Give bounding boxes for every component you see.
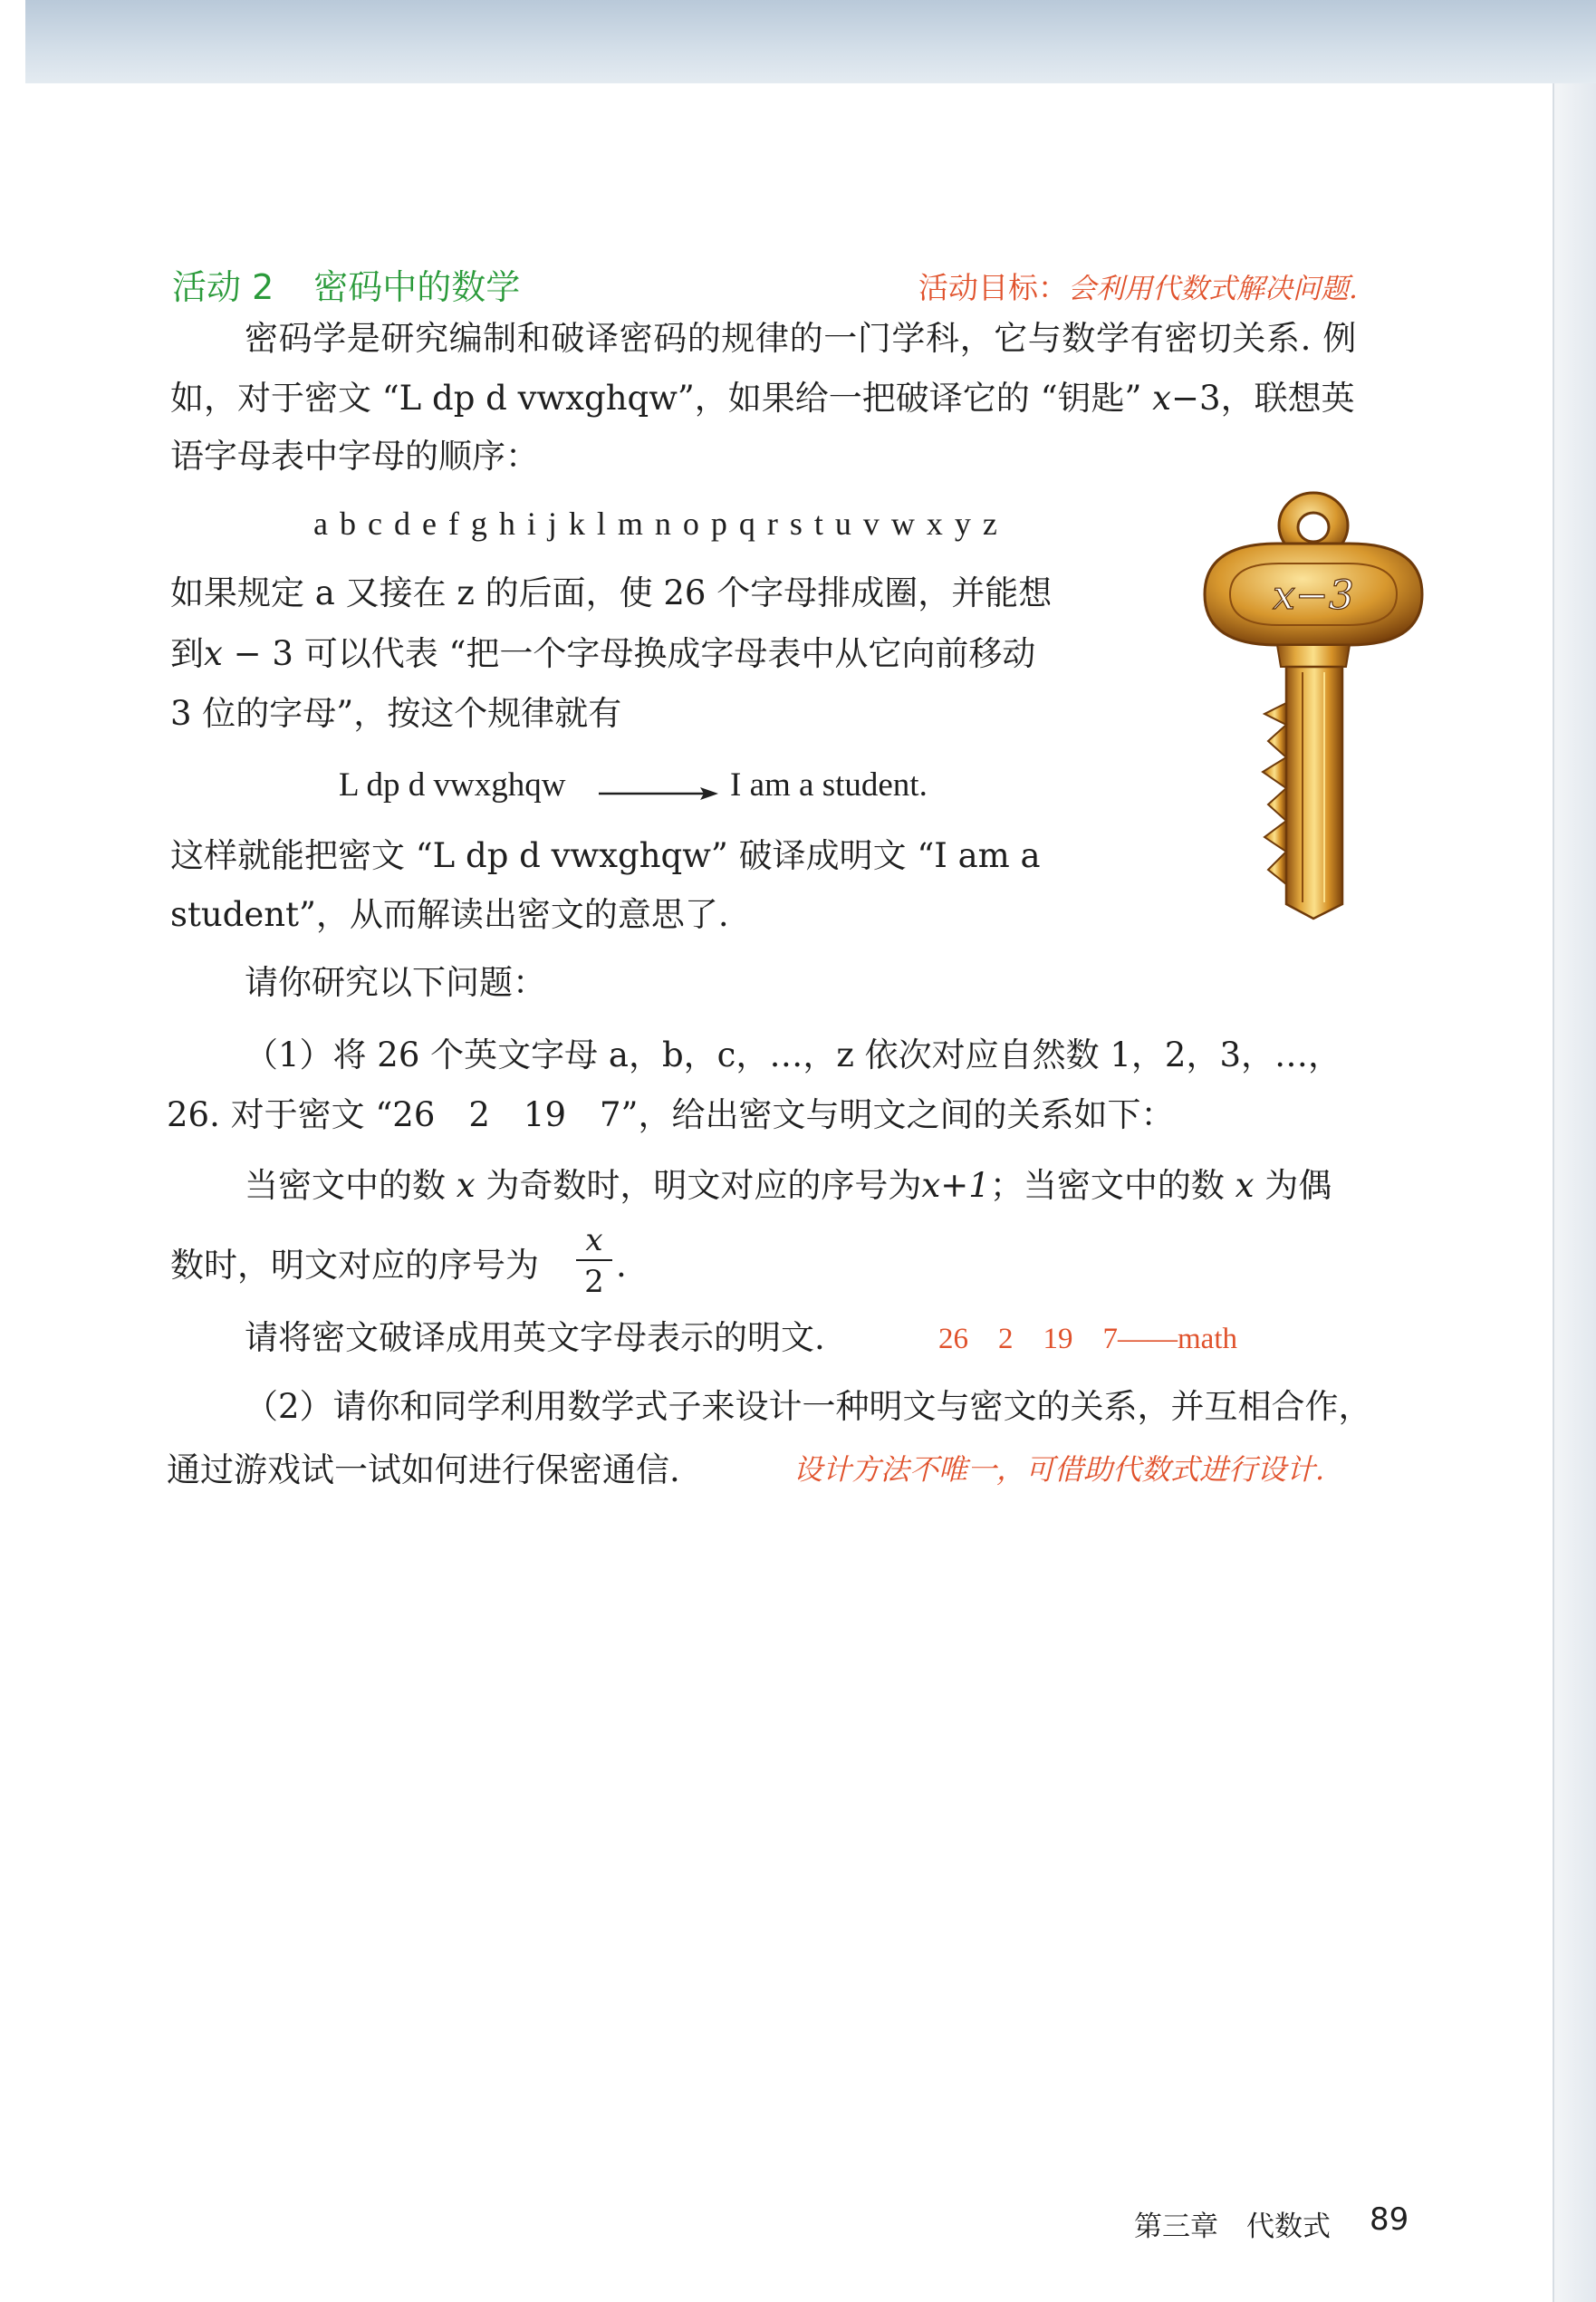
fraction-numerator: x [585,1222,603,1258]
cipher-text: L dp d vwxghqw [339,766,566,804]
plain-text: I am a student. [730,766,928,804]
para2-line2 [170,634,1036,673]
q1-line3-d: ；当密文中的数 [989,1166,1235,1205]
fraction-period: . [616,1246,627,1285]
para2-line1: 如果规定 a 又接在 z 的后面，使 26 个字母排成圈，并能想 [170,573,1053,612]
activity-goal [918,265,1358,307]
para1-line2-tail: −3，联想英 [1171,379,1355,418]
para1-line1: 密码学是研究编制和破译密码的规律的一门学科，它与数学有密切关系. 例 [245,319,1357,358]
q2-line2: 通过游戏试一试如何进行保密通信. [167,1450,680,1489]
goal-text: 会利用代数式解决问题. [1068,273,1358,305]
para2-line3: 3 位的字母”，按这个规律就有 [170,694,622,733]
q1-answer: 26 2 19 7——math [938,1323,1237,1355]
q1-variable-2: x [1235,1166,1255,1205]
q1-task: 请将密文破译成用英文字母表示的明文. [245,1318,825,1357]
para1-line2 [170,379,1355,418]
q1-line3-a: 当密文中的数 [245,1166,457,1205]
activity-title: 密码中的数学 [313,267,521,307]
para2-line2-text: 到 [170,634,204,673]
q1-line4: 数时，明文对应的序号为 [170,1246,539,1285]
para1-line2-text: 如，对于密文 “L dp d vwxghqw”，如果给一把破译它的 “钥匙” [170,379,1153,418]
chapter-footer: 第三章 代数式 [1134,2210,1331,2243]
q1-line3 [245,1166,1332,1205]
para1-variable: x [1152,379,1172,418]
page-top-band [25,0,1596,83]
q2-note: 设计方法不唯一，可借助代数式进行设计. [793,1452,1325,1487]
para3-line1: 这样就能把密文 “L dp d vwxghqw” 破译成明文 “I am a [170,836,1041,875]
para2-line2-tail: − 3 可以代表 “把一个字母换成字母表中从它向前移动 [222,634,1036,673]
key-label: x−3 [1273,573,1354,619]
fraction-denominator: 2 [584,1264,604,1300]
right-arrow-icon [599,785,718,803]
page-right-edge [1554,83,1596,2302]
activity-heading [172,259,520,309]
research-prompt: 请你研究以下问题： [245,963,546,1002]
page-number: 89 [1370,2201,1409,2238]
key-illustration [1178,486,1449,920]
alphabet-sequence: a b c d e f g h i j k l m n o p q r s t u v w x y z [313,506,999,542]
para2-variable: x [204,634,223,673]
q1-line2: 26. 对于密文 “26 2 19 7”，给出密文与明文之间的关系如下： [167,1095,1175,1134]
fraction-bar [576,1259,612,1261]
q1-line3-b: 为奇数时，明文对应的序号为 [475,1166,922,1205]
q1-line1: （1）将 26 个英文字母 a，b，c，…，z 依次对应自然数 1，2，3，…， [245,1035,1342,1074]
q1-variable-1: x [456,1166,476,1205]
para1-line3: 语字母表中字母的顺序： [170,437,539,476]
activity-number: 活动 2 [172,267,274,307]
q1-line3-f: 为偶 [1254,1166,1332,1205]
fraction-x-over-2 [576,1222,612,1300]
goal-label: 活动目标： [918,270,1068,305]
para3-line2: student”，从而解读出密文的意思了. [170,895,729,934]
q1-odd-formula: x+1 [921,1166,990,1205]
q2-line1: （2）请你和同学利用数学式子来设计一种明文与密文的关系，并互相合作， [245,1387,1372,1426]
